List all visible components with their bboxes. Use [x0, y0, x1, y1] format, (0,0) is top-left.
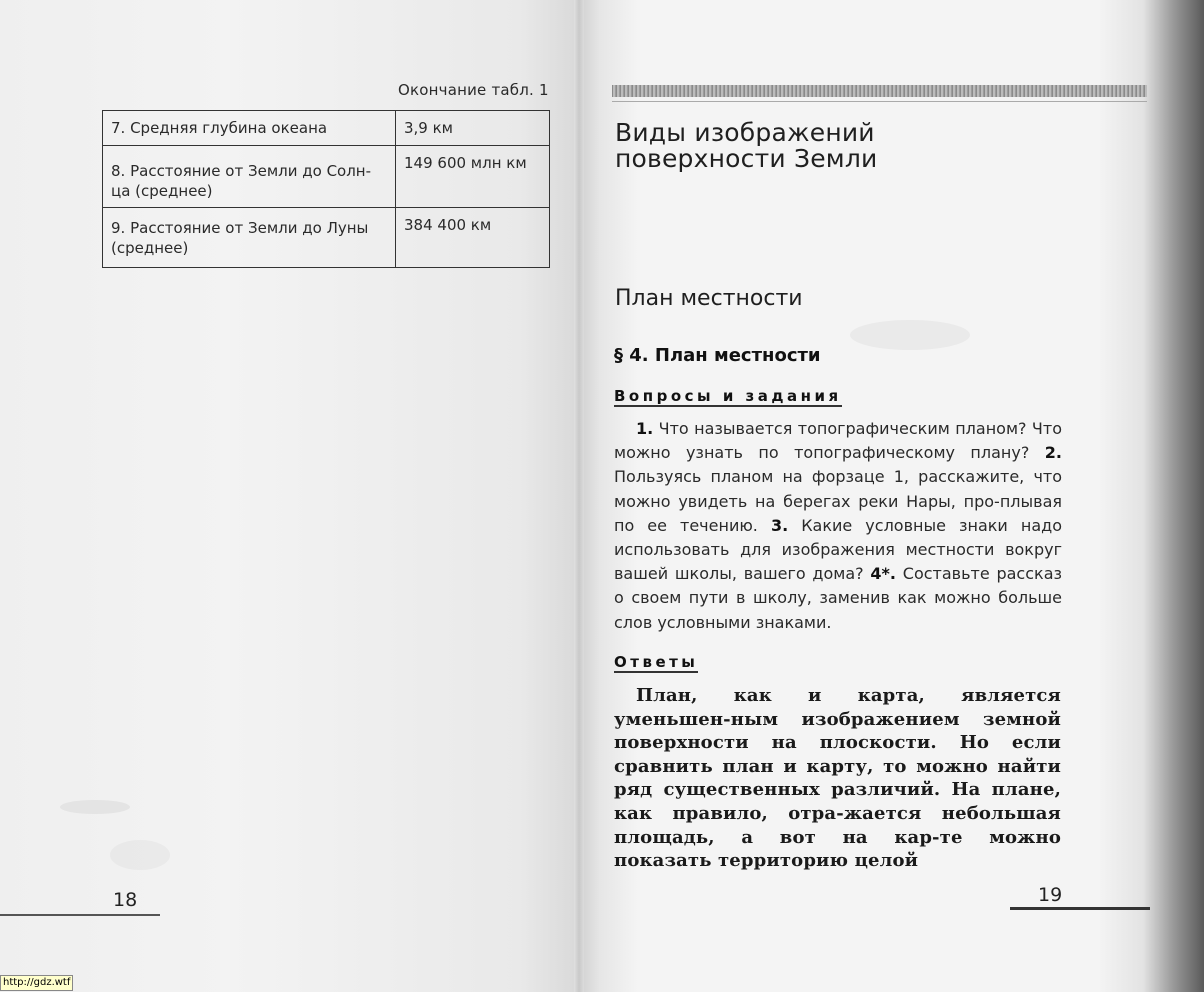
table-row [103, 111, 550, 146]
scan-smudge [60, 800, 130, 814]
chapter-title-line: поверхности Земли [615, 144, 878, 173]
footer-rule-left [0, 914, 160, 916]
page-number-left: 18 [113, 889, 138, 911]
question-number: 1. [636, 419, 654, 438]
answer-body: План, как и карта, является уменьшен-ным изображением земной поверхности на плоскости. Но если сравнить план и карту, то можно найти ряд существенных различий. На плане, как правило, отра-жается небольшая площадь, а вот на кар-те можно показать территорию целой [614, 685, 1061, 872]
question-text: Пользуясь планом на форзаце 1, расскажите, что можно увидеть на берегах реки Нары, про-плывая по ее течению. [614, 467, 1062, 535]
answers-heading: Ответы [614, 653, 699, 671]
table-cell-value: 149 600 млн км [396, 146, 550, 208]
question-text: Что называется топографическим планом? Что можно узнать по топографическому плану? [614, 419, 1062, 463]
table-cell-name: 7. Средняя глубина океана [103, 111, 396, 146]
question-text: Какие условные знаки надо использовать для изображения местности вокруг вашей школы, вашего дома? [614, 515, 1062, 584]
scan-smudge [850, 320, 970, 350]
question-number: 3. [770, 515, 789, 535]
chapter-title [615, 120, 1035, 172]
table-cell-value: 3,9 км [396, 111, 550, 146]
watermark-link[interactable]: http://gdz.wtf [0, 975, 73, 991]
question-text: Составьте рассказ о своем пути в школу, заменив как можно больше слов условными знаками. [614, 564, 1062, 632]
question-number: 4*. [870, 564, 896, 584]
questions-heading: Вопросы и задания [614, 387, 842, 405]
header-rule [612, 101, 1147, 102]
paragraph-title: § 4. План местности [614, 345, 821, 366]
table-row [103, 146, 550, 208]
table-caption: Окончание табл. 1 [398, 81, 549, 99]
footer-rule-right [1010, 907, 1150, 910]
table-cell-value: 384 400 км [396, 208, 550, 268]
answer-text [614, 684, 1061, 873]
data-table [102, 110, 550, 268]
question-number: 2. [1044, 443, 1062, 463]
table-cell-name: 8. Расстояние от Земли до Солн-ца (среднее) [103, 146, 396, 208]
scan-smudge [110, 840, 170, 870]
table-cell-name: 9. Расстояние от Земли до Луны (среднее) [103, 208, 396, 268]
book-gutter [574, 0, 584, 992]
page-number-right: 19 [1038, 884, 1063, 906]
header-band [612, 85, 1147, 97]
section-title: План местности [615, 286, 803, 311]
questions-text [614, 417, 1062, 635]
table-row [103, 208, 550, 268]
chapter-title-line: Виды изображений [615, 118, 875, 147]
